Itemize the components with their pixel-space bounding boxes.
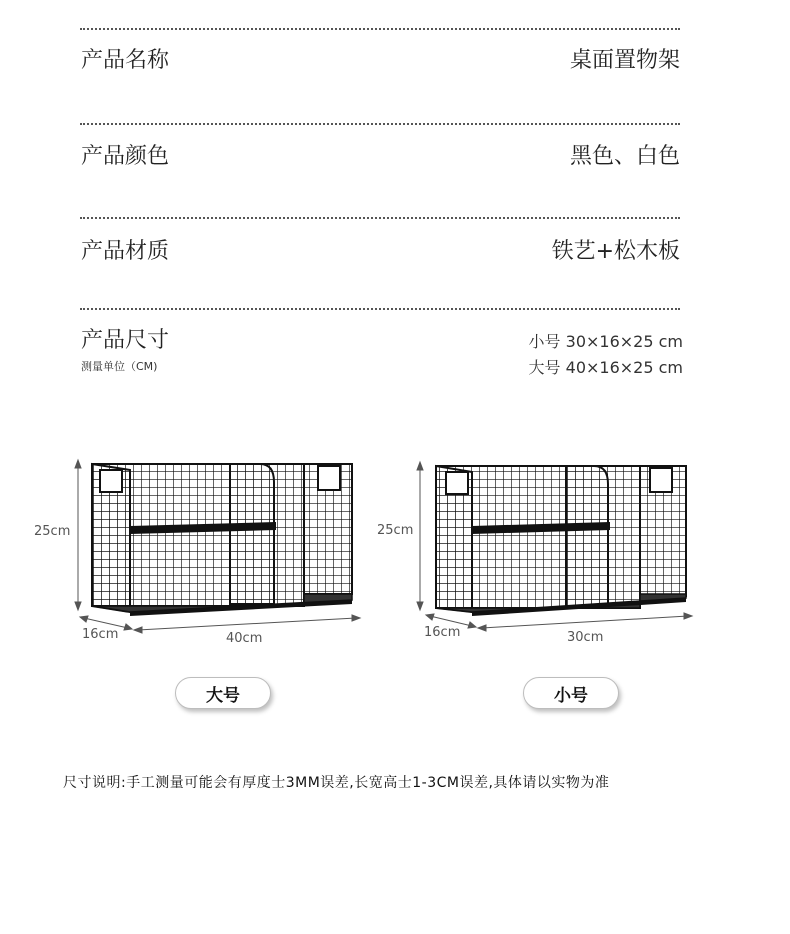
small-width-label: 30cm	[567, 630, 604, 645]
large-height-label: 25cm	[34, 524, 71, 539]
small-depth-label: 16cm	[424, 625, 461, 640]
spec-value-color: 黑色、白色	[569, 144, 680, 169]
large-size-button[interactable]: 大号	[175, 677, 271, 709]
spec-value-name: 桌面置物架	[569, 48, 680, 73]
small-rack-illustration	[408, 448, 708, 648]
divider-1	[80, 28, 680, 30]
divider-4	[80, 308, 680, 310]
spec-size-large: 大号 40×16×25 cm	[528, 358, 683, 377]
spec-size-unit-note: 测量单位（CM)	[81, 360, 158, 373]
large-width-label: 40cm	[226, 631, 263, 646]
large-rack-illustration	[70, 448, 400, 648]
spec-label-color: 产品颜色	[81, 144, 170, 169]
spec-value-material: 铁艺+松木板	[551, 239, 680, 264]
divider-2	[80, 123, 680, 125]
spec-label-material: 产品材质	[81, 239, 170, 264]
large-depth-label: 16cm	[82, 627, 119, 642]
small-height-label: 25cm	[377, 523, 414, 538]
spec-label-size: 产品尺寸	[81, 328, 170, 353]
spec-size-small: 小号 30×16×25 cm	[528, 332, 683, 351]
divider-3	[80, 217, 680, 219]
small-size-button[interactable]: 小号	[523, 677, 619, 709]
spec-label-name: 产品名称	[81, 48, 170, 73]
measurement-note: 尺寸说明:手工测量可能会有厚度士3MM误差,长宽高士1-3CM误差,具体请以实物为准	[63, 775, 610, 791]
